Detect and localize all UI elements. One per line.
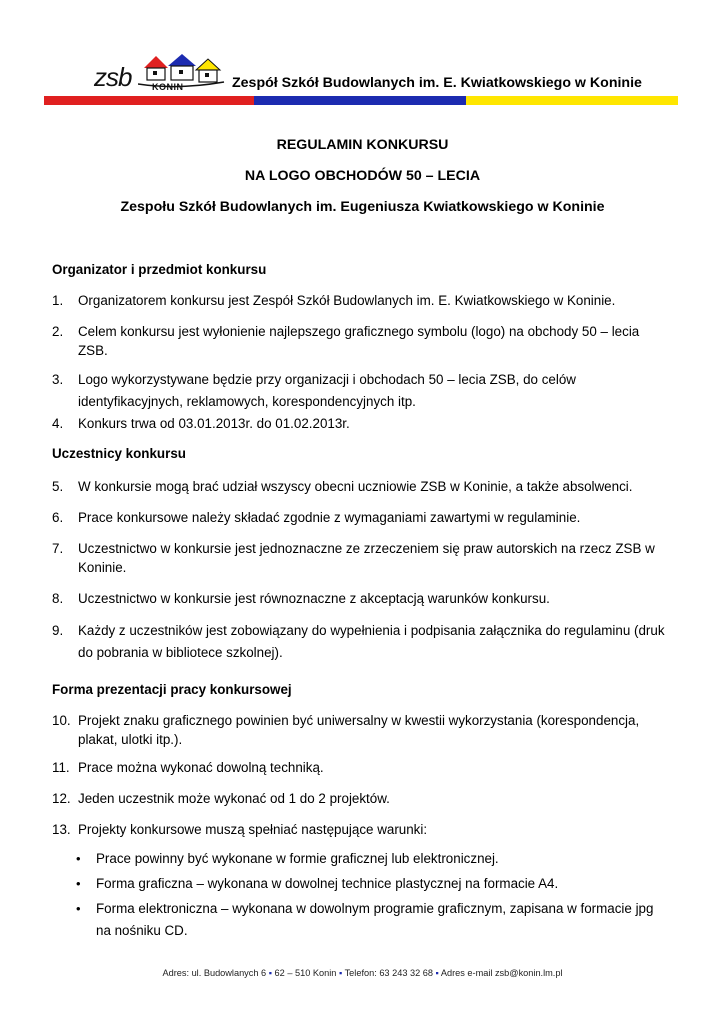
item-number: 5. [52, 479, 64, 494]
item-number: 13. [52, 822, 71, 837]
red-stripe [44, 96, 254, 105]
item-text: W konkursie mogą brać udział wszyscy obecni uczniowie ZSB w Koninie, a także absolwenci. [78, 479, 633, 494]
page-header [44, 48, 678, 106]
section-heading-organizer: Organizator i przedmiot konkursu [52, 262, 267, 277]
bullet-text: Prace powinny być wykonane w formie graficznej lub elektronicznej. [96, 851, 499, 866]
section-heading-presentation: Forma prezentacji pracy konkursowej [52, 682, 292, 697]
document-title: REGULAMIN KONKURSU [276, 137, 449, 153]
document-subtitle: NA LOGO OBCHODÓW 50 – LECIA [244, 168, 481, 184]
item-text: Organizatorem konkursu jest Zespół Szkół Budowlanych im. E. Kwiatkowskiego w Koninie. [78, 293, 616, 308]
footer-email: Adres e-mail zsb@konin.lm.pl [440, 968, 563, 978]
item-text: Prace konkursowe należy składać zgodnie z wymaganiami zawartymi w regulaminie. [78, 510, 581, 525]
item-text: Uczestnictwo w konkursie jest jednoznaczne ze zrzeczeniem się praw autorskich na rzecz ZSB w Koninie. [78, 541, 655, 575]
item-text: Uczestnictwo w konkursie jest równoznaczne z akceptacją warunków konkursu. [78, 591, 550, 606]
item-number: 6. [52, 510, 64, 525]
bullet-text: Forma graficzna – wykonana w dowolnej technice plastycznej na formacie A4. [96, 876, 559, 891]
bullet-icon: • [76, 901, 81, 916]
footer-separator: ▪ [268, 968, 272, 978]
item-number: 4. [52, 416, 64, 431]
item-text: Projekt znaku graficznego powinien być uniwersalny w kwestii wykorzystania (korespondencja, plakat, ulotki itp.). [78, 713, 640, 747]
item-number: 7. [52, 541, 64, 556]
item-text: Celem konkursu jest wyłonienie najlepszego graficznego symbolu (logo) na obchody 50 – lecia ZSB. [78, 324, 640, 358]
footer-city: 62 – 510 Konin [274, 968, 337, 978]
item-text: Jeden uczestnik może wykonać od 1 do 2 projektów. [78, 791, 390, 806]
school-name: Zespół Szkół Budowlanych im. E. Kwiatkowskiego w Koninie [232, 75, 642, 91]
footer-separator: ▪ [435, 968, 439, 978]
footer-phone: Telefon: 63 243 32 68 [344, 968, 433, 978]
bullet-icon: • [76, 876, 81, 891]
item-number: 2. [52, 324, 64, 339]
bullet-text: Forma elektroniczna – wykonana w dowolnym programie graficznym, zapisana w formacie jpg na nośniku CD. [96, 901, 654, 938]
item-text: Logo wykorzystywane będzie przy organizacji i obchodach 50 – lecia ZSB, do celów identyfikacyjnych, reklamowych, korespondencyjnych itp. [78, 372, 576, 409]
item-number: 12. [52, 791, 71, 806]
yellow-stripe [466, 96, 678, 105]
footer-address: Adres: ul. Budowlanych 6 [162, 968, 267, 978]
item-number: 1. [52, 293, 64, 308]
document-school-line: Zespołu Szkół Budowlanych im. Eugeniusza Kwiatkowskiego w Koninie [120, 199, 605, 215]
item-text: Prace można wykonać dowolną techniką. [78, 760, 324, 775]
item-number: 9. [52, 623, 64, 638]
item-text: Projekty konkursowe muszą spełniać następujące warunki: [78, 822, 428, 837]
item-number: 3. [52, 372, 64, 387]
item-number: 11. [52, 760, 70, 775]
blue-stripe [254, 96, 466, 105]
section-heading-participants: Uczestnicy konkursu [52, 446, 186, 461]
item-text: Każdy z uczestników jest zobowiązany do wypełnienia i podpisania załącznika do regulaminu (druk do pobrania w bibliotece szkolnej). [78, 623, 665, 660]
footer-separator: ▪ [338, 968, 343, 978]
item-text: Konkurs trwa od 03.01.2013r. do 01.02.2013r. [78, 416, 350, 431]
logo-text: zsb [94, 62, 132, 92]
item-number: 10. [52, 713, 71, 728]
logo-subtext: KONIN [152, 82, 184, 92]
page-footer [0, 968, 725, 978]
bullet-icon: • [76, 851, 81, 866]
item-number: 8. [52, 591, 64, 606]
